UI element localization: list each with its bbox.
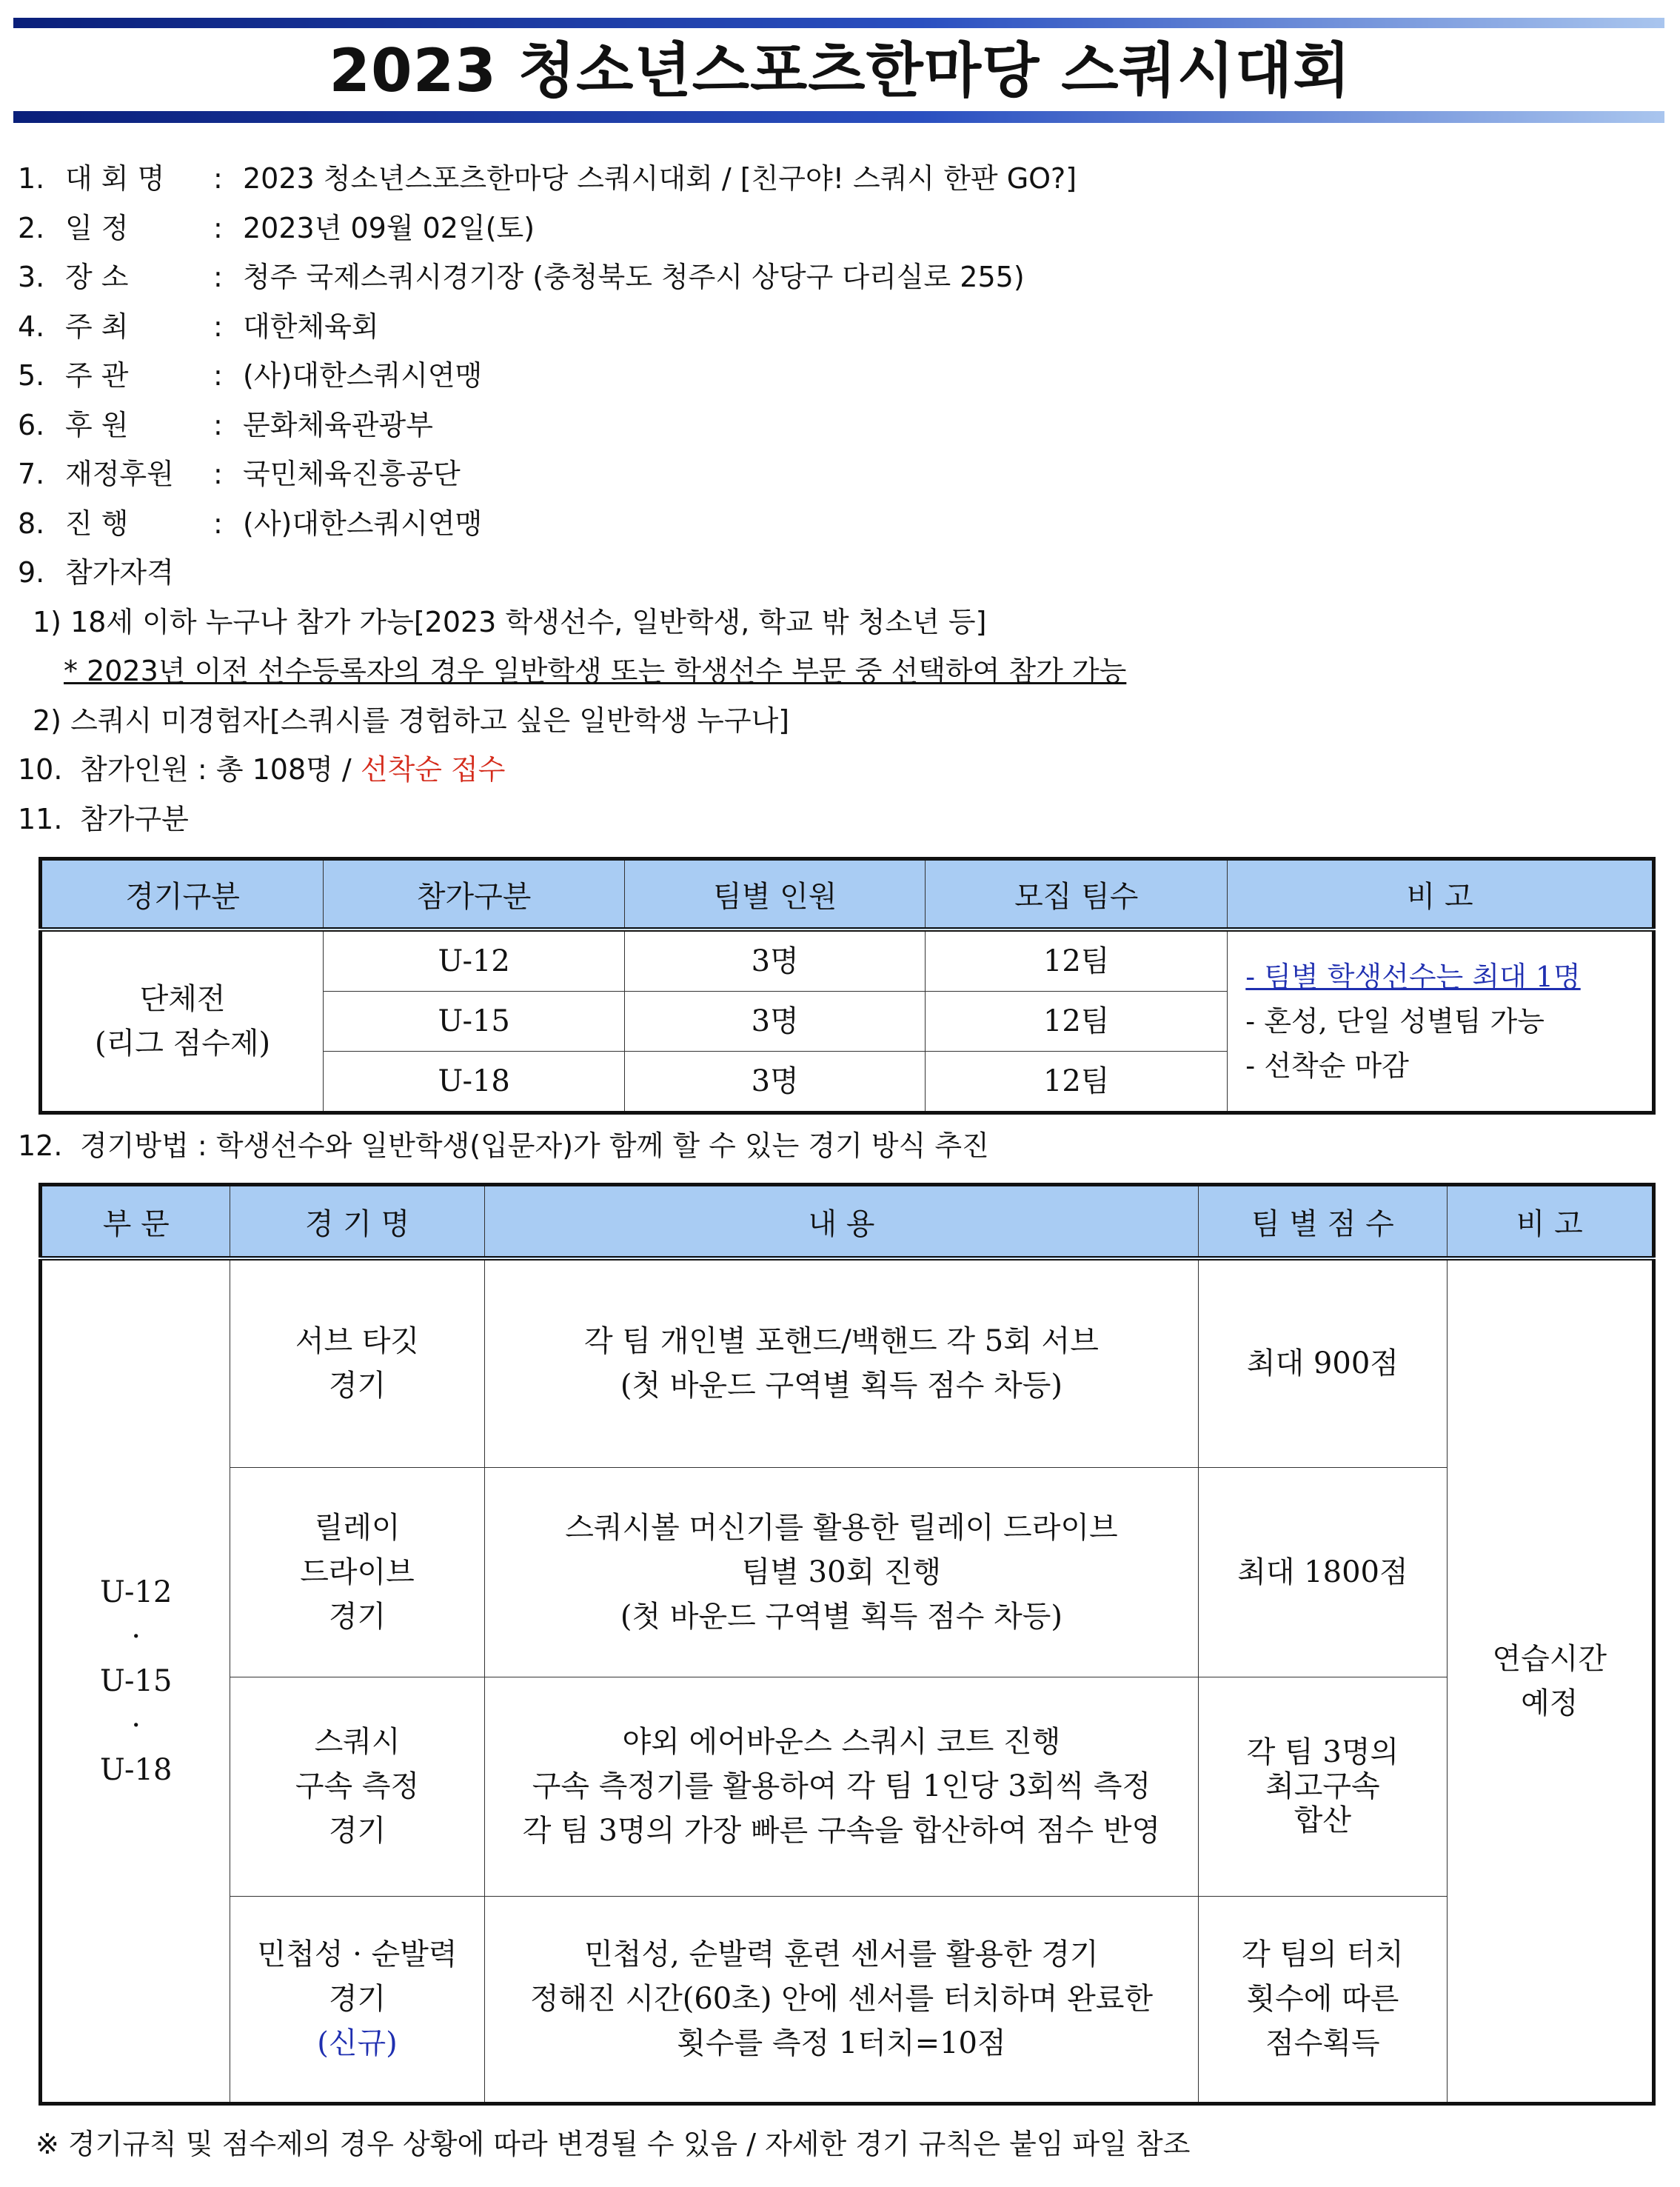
eligibility-num: 9. (18, 556, 45, 589)
info-value: 국민체육진흥공단 (243, 458, 461, 490)
info-line (18, 302, 1669, 352)
info-line (18, 499, 1669, 549)
content-cell: 스쿼시볼 머신기를 활용한 릴레이 드라이브 팀별 30회 진행 (첫 바운드 구역별 획득 점수 차등) (484, 1467, 1199, 1677)
info-label: 주 관 (65, 359, 129, 392)
method-value: 학생선수와 일반학생(입문자)가 함께 할 수 있는 경기 방식 추진 (215, 1129, 989, 1162)
game-name-text: 민첩성 · 순발력 경기 (257, 1937, 458, 2016)
score-cell: 각 팀의 터치 횟수에 따른 점수획득 (1199, 1896, 1447, 2103)
participants-label: 참가인원 (80, 753, 189, 786)
info-label: 후 원 (65, 408, 129, 441)
table-row (41, 1258, 1654, 1467)
division-label: U-18 (100, 1752, 173, 1787)
teams-cell: 12팀 (926, 929, 1228, 992)
table-row (41, 1677, 1654, 1896)
eligibility-title: 참가자격 (65, 556, 174, 589)
info-value: (사)대한스쿼시연맹 (243, 359, 483, 392)
remark-cell: 연습시간 예정 (1447, 1258, 1653, 2103)
remark-line: - 선착순 마감 (1245, 1049, 1409, 1082)
info-label: 대 회 명 (65, 162, 165, 195)
info-line (18, 450, 1669, 499)
game-name-cell (230, 1896, 484, 2103)
remark-line: - 팀별 학생선수는 최대 1명 (1245, 961, 1581, 993)
teams-cell: 12팀 (926, 1052, 1228, 1113)
division-separator: · (131, 1619, 141, 1654)
participants-highlight: 선착순 접수 (360, 753, 506, 786)
header-teams: 모집 팀수 (926, 859, 1228, 930)
info-value: 2023 청소년스포츠한마당 스쿼시대회 / [친구야! 스쿼시 한판 GO?] (243, 162, 1077, 195)
info-colon: : (213, 507, 223, 540)
eligibility-item-1: 1) 18세 이하 누구나 참가 가능[2023 학생선수, 일반학생, 학교 밖 청소년 등] (33, 605, 987, 638)
info-label: 진 행 (65, 507, 129, 540)
participants-line (18, 745, 1669, 795)
score-cell: 각 팀 3명의 최고구속 합산 (1199, 1677, 1447, 1896)
game-name-cell: 릴레이 드라이브 경기 (230, 1467, 484, 1677)
info-colon: : (213, 211, 223, 244)
event-cell: 단체전 (리그 점수제) (41, 929, 324, 1113)
new-tag: (신규) (317, 2026, 398, 2060)
category-cell: U-15 (324, 992, 625, 1052)
content-cell: 야외 에어바운스 스쿼시 코트 진행 구속 측정기를 활용하여 각 팀 1인당 3회씩 측정 각 팀 3명의 가장 빠른 구속을 합산하여 점수 반영 (484, 1677, 1199, 1896)
info-colon: : (213, 310, 223, 343)
info-colon: : (213, 458, 223, 490)
table-row (41, 1467, 1654, 1677)
remarks-cell (1228, 929, 1654, 1113)
header-members: 팀별 인원 (625, 859, 926, 930)
members-cell: 3명 (625, 929, 926, 992)
method-table-header (41, 1185, 1654, 1259)
info-num: 5. (18, 359, 45, 392)
teams-cell: 12팀 (926, 992, 1228, 1052)
division-heading-text: 참가구분 (80, 803, 189, 835)
method-num: 12. (18, 1129, 63, 1162)
info-value: 청주 국제스쿼시경기장 (충청북도 청주시 상당구 다리실로 255) (243, 261, 1025, 293)
game-name-cell: 서브 타깃 경기 (230, 1258, 484, 1467)
members-cell: 3명 (625, 992, 926, 1052)
info-num: 3. (18, 261, 45, 293)
info-value: 문화체육관광부 (243, 408, 433, 441)
info-colon: : (213, 261, 223, 293)
info-num: 8. (18, 507, 45, 540)
header-content: 내 용 (484, 1185, 1199, 1259)
participants-colon: : (188, 753, 216, 786)
members-cell: 3명 (625, 1052, 926, 1113)
info-num: 1. (18, 162, 45, 195)
info-value: 대한체육회 (243, 310, 379, 343)
method-colon: : (188, 1129, 216, 1162)
score-cell: 최대 1800점 (1199, 1467, 1447, 1677)
content-cell: 민첩성, 순발력 훈련 센서를 활용한 경기 정해진 시간(60초) 안에 센서를 터치하며 완료한 횟수를 측정 1터치=10점 (484, 1896, 1199, 2103)
header-remark: 비 고 (1447, 1185, 1653, 1259)
title-banner-top (13, 18, 1664, 28)
info-label: 재정후원 (65, 458, 174, 490)
division-heading-num: 11. (18, 803, 63, 835)
table-row (41, 1896, 1654, 2103)
info-num: 2. (18, 211, 45, 244)
game-name-cell: 스쿼시 구속 측정 경기 (230, 1677, 484, 1896)
info-colon: : (213, 162, 223, 195)
info-section (18, 154, 1669, 795)
remark-line: - 혼성, 단일 성별팀 가능 (1245, 1005, 1545, 1038)
division-separator: · (131, 1708, 141, 1743)
info-num: 4. (18, 310, 45, 343)
content-cell: 각 팀 개인별 포핸드/백핸드 각 5회 서브 (첫 바운드 구역별 획득 점수 차등) (484, 1258, 1199, 1467)
method-label: 경기방법 (80, 1129, 189, 1162)
eligibility-heading (18, 548, 1669, 598)
footnote: ※ 경기규칙 및 점수제의 경우 상황에 따라 변경될 수 있음 / 자세한 경기 규칙은 붙임 파일 참조 (36, 2128, 1191, 2160)
header-event: 경기구분 (41, 859, 324, 930)
division-label: U-12 (100, 1575, 173, 1609)
division-cell (41, 1258, 230, 2103)
info-line (18, 401, 1669, 450)
header-remarks: 비 고 (1228, 859, 1654, 930)
table-row (41, 929, 1654, 992)
info-num: 7. (18, 458, 45, 490)
header-team-score: 팀 별 점 수 (1199, 1185, 1447, 1259)
title-banner-bottom (13, 111, 1664, 123)
page-title: 2023 청소년스포츠한마당 스쿼시대회 (329, 36, 1351, 105)
division-table-header (41, 859, 1654, 930)
info-line (18, 253, 1669, 302)
category-cell: U-18 (324, 1052, 625, 1113)
info-label: 장 소 (65, 261, 129, 293)
method-heading (18, 1121, 989, 1170)
participants-num: 10. (18, 753, 63, 786)
info-label: 일 정 (65, 211, 129, 244)
info-colon: : (213, 408, 223, 441)
info-line (18, 351, 1669, 401)
info-colon: : (213, 359, 223, 392)
header-category: 참가구분 (324, 859, 625, 930)
header-division: 부 문 (41, 1185, 230, 1259)
category-cell: U-12 (324, 929, 625, 992)
info-line (18, 154, 1669, 204)
participants-value: 총 108명 / (215, 753, 361, 786)
info-num: 6. (18, 408, 45, 441)
method-table (39, 1183, 1656, 2106)
info-line (18, 204, 1669, 253)
score-cell: 최대 900점 (1199, 1258, 1447, 1467)
eligibility-note-text: * 2023년 이전 선수등록자의 경우 일반학생 또는 학생선수 부문 중 선택하여 참가 가능 (64, 655, 1127, 687)
eligibility-note (18, 647, 1669, 696)
division-heading (18, 795, 189, 844)
info-value: (사)대한스쿼시연맹 (243, 507, 483, 540)
header-game-name: 경 기 명 (230, 1185, 484, 1259)
eligibility-item-2: 2) 스쿼시 미경험자[스쿼시를 경험하고 싶은 일반학생 누구나] (33, 704, 790, 737)
info-value: 2023년 09월 02일(토) (243, 211, 535, 244)
division-label: U-15 (100, 1663, 173, 1698)
division-table (39, 857, 1656, 1115)
info-label: 주 최 (65, 310, 129, 343)
